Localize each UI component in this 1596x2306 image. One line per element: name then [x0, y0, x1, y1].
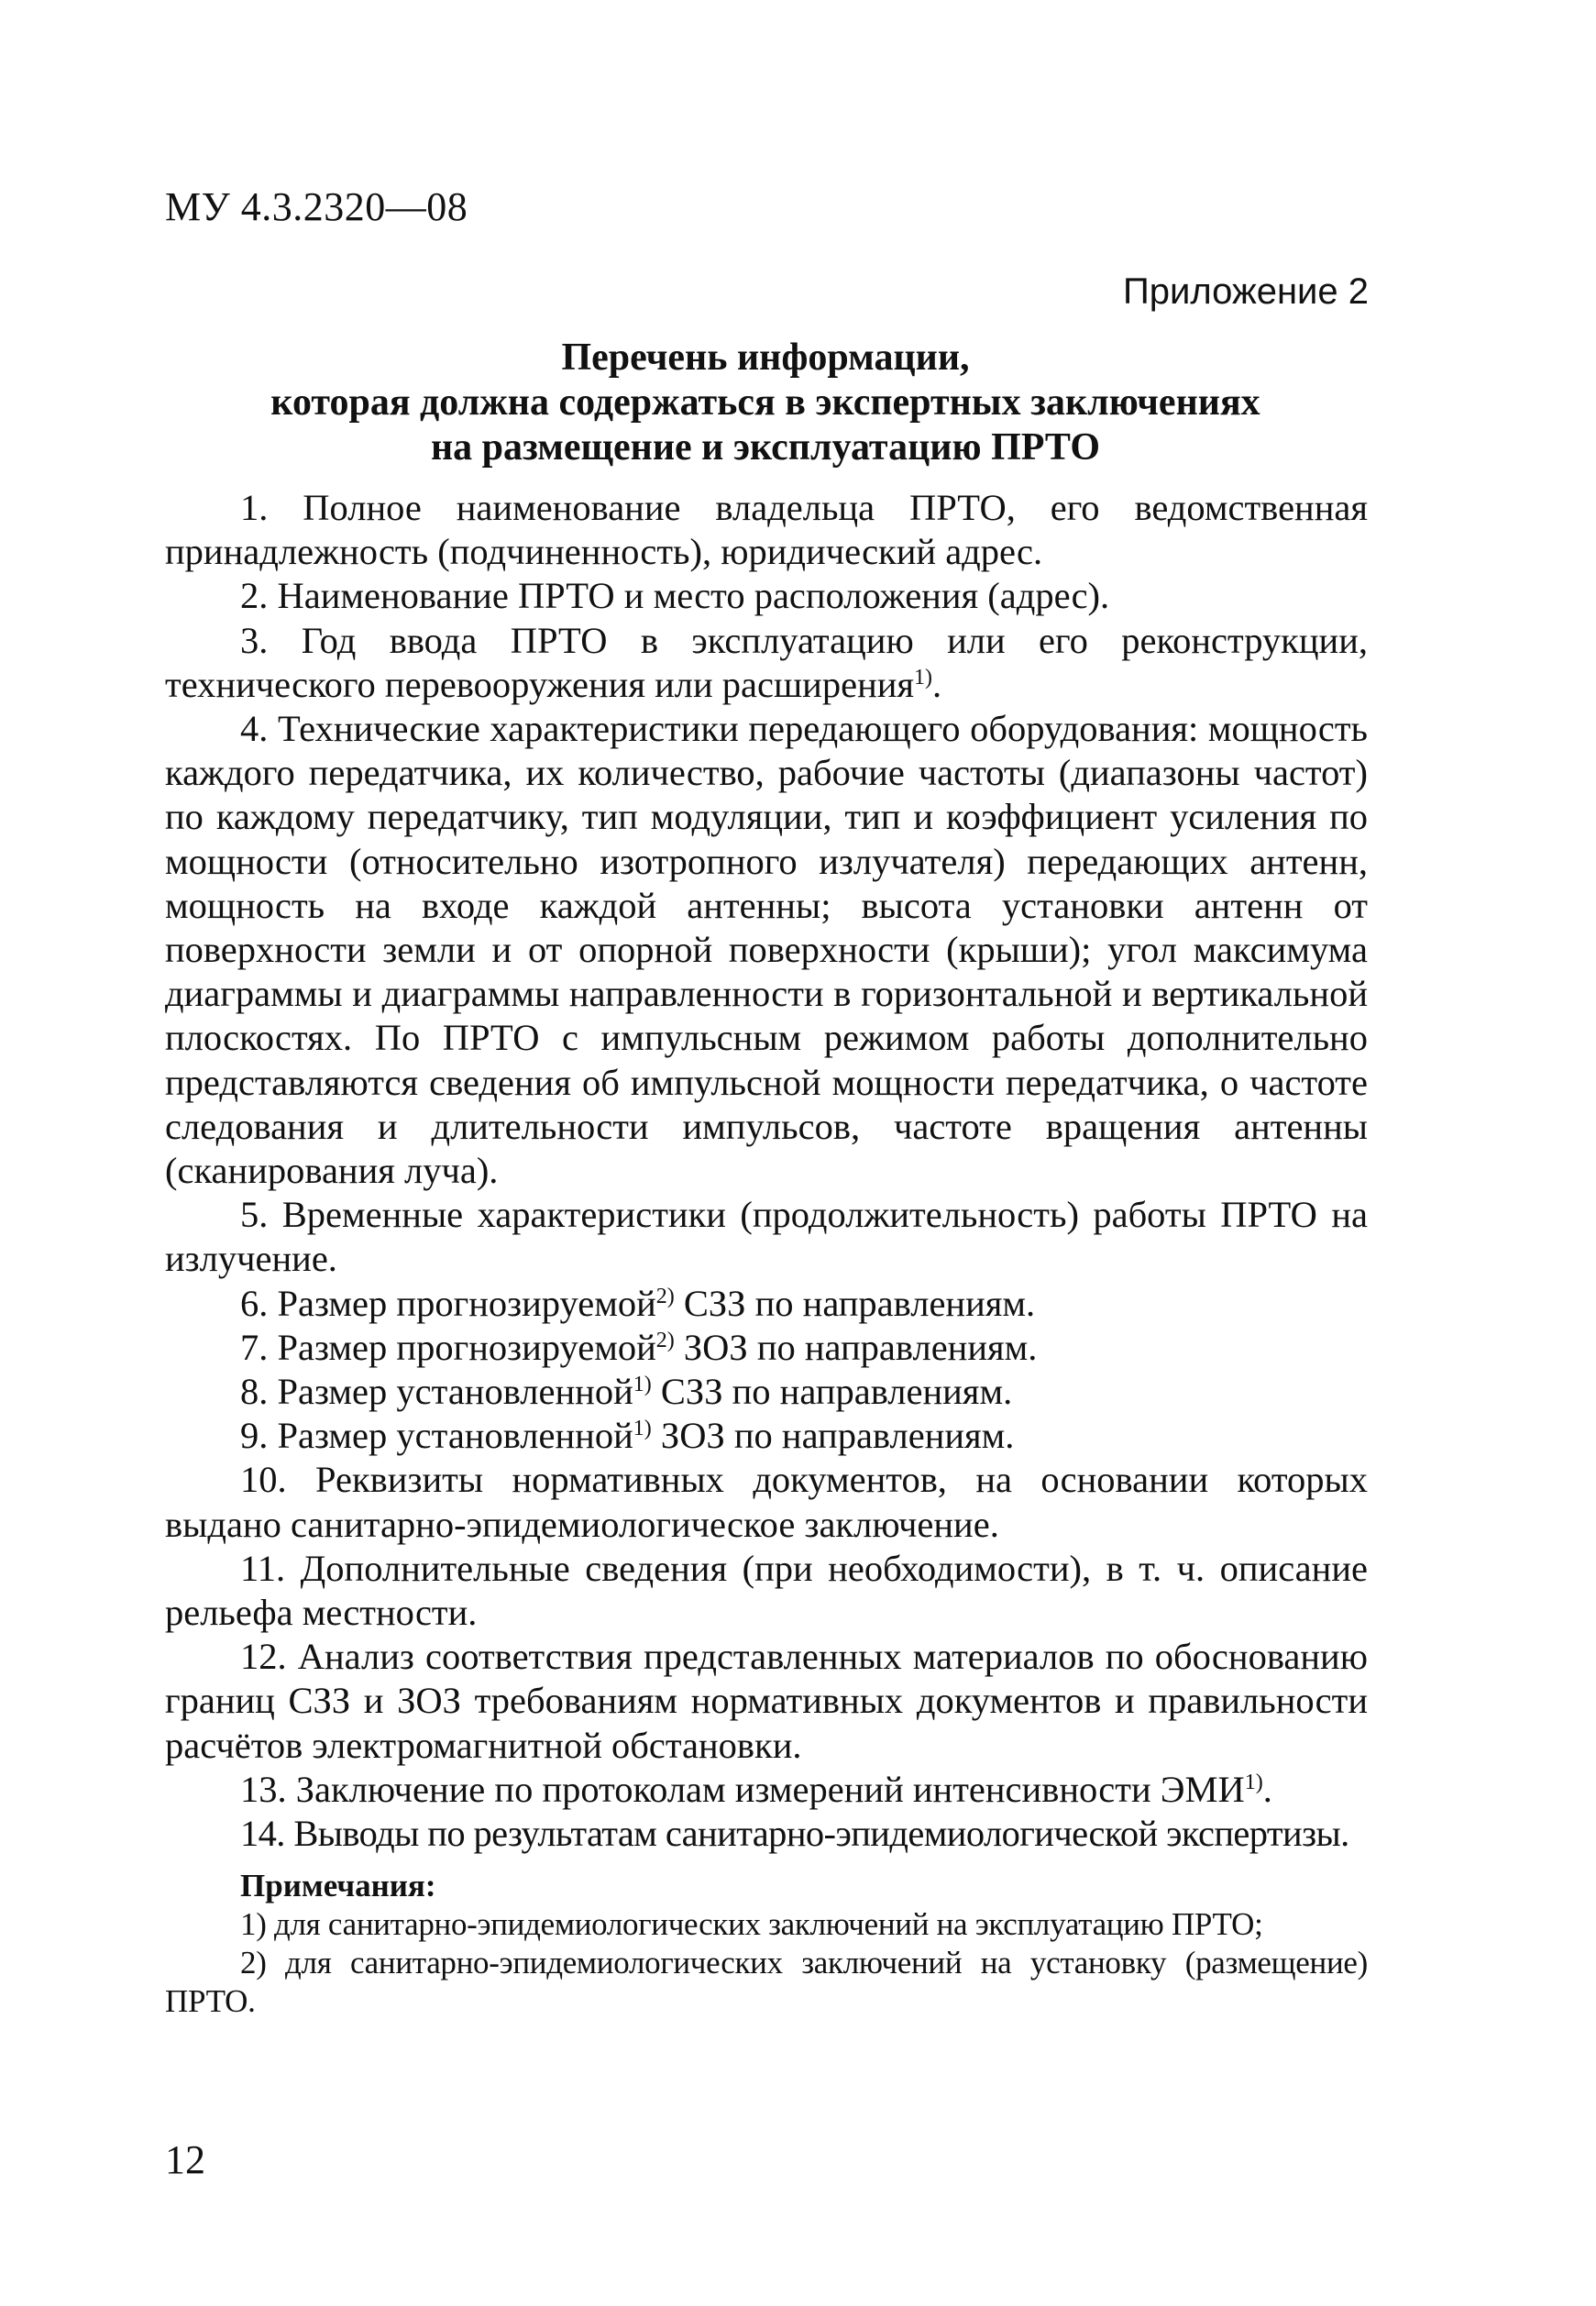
notes-title: Примечания: — [240, 1868, 436, 1904]
footnote-mark: 1) — [633, 1417, 652, 1441]
list-item: 6. Размер прогнозируемой$^{2)}$ СЗЗ по направлениям. — [240, 1282, 1036, 1324]
list-item: 13. Заключение по протоколам измерений интенсивности ЭМИ$^{1)}$. — [240, 1768, 1272, 1810]
footnote-mark: 1) — [1244, 1770, 1263, 1794]
footnote-mark: 2) — [655, 1284, 675, 1308]
list-item: 8. Размер установленной$^{1)}$ СЗЗ по направлениям. — [240, 1371, 1013, 1413]
list-item: 4. Технические характеристики передающего оборудования: мощность каждого передатчика, их количество, рабочие частоты (диапазоны частот) по каждому передатчику, тип модуляции, тип и коэффициент усиления по мощности (относительно изотропного излучателя) передающих антенн, мощность на входе каждой антенны; высота установки антенн от поверхности земли и от опорной поверхности (крыши); угол максимума диаграммы и диаграммы направленности в горизонтальной и вертикальной плоскостях. По ПРТО с импульсным режимом работы дополнительно представляются сведения об импульсной мощности передатчика, о частоте следования и длительности импульсов, частоте вращения антенны (сканирования луча). — [165, 708, 1368, 1192]
list-item: 5. Временные характеристики (продолжительность) работы ПРТО на излучение. — [165, 1194, 1368, 1280]
note-line: 1) для санитарно-эпидемиологических заключений на эксплуатацию ПРТО; — [240, 1906, 1263, 1943]
list-item: 10. Реквизиты нормативных документов, на основании которых выдано санитарно-эпидемиологическое заключение. — [165, 1459, 1368, 1545]
title-line: Перечень информации, — [561, 337, 970, 379]
page-title — [165, 336, 1366, 470]
list-item: 7. Размер прогнозируемой$^{2)}$ ЗОЗ по направлениям. — [240, 1326, 1038, 1368]
appendix-label: Приложение 2 — [1123, 271, 1369, 312]
title-line: которая должна содержаться в экспертных заключениях — [270, 381, 1260, 424]
list-item: 1. Полное наименование владельца ПРТО, его ведомственная принадлежность (подчиненность), юридический адрес. — [165, 487, 1368, 573]
page-number: 12 — [165, 2137, 205, 2182]
title-line: на размещение и эксплуатацию ПРТО — [430, 426, 1101, 469]
list-item: 9. Размер установленной$^{1)}$ ЗОЗ по направлениям. — [240, 1415, 1015, 1457]
footnote-mark: 1) — [914, 665, 933, 690]
document-body — [165, 486, 1368, 2021]
document-code: МУ 4.3.2320—08 — [165, 184, 468, 229]
footnote-mark: 2) — [655, 1328, 675, 1352]
list-item: 2. Наименование ПРТО и место расположения (адрес). — [240, 575, 1110, 617]
list-item: 11. Дополнительные сведения (при необходимости), в т. ч. описание рельефа местности. — [165, 1547, 1368, 1634]
list-item: 14. Выводы по результатам санитарно-эпидемиологической экспертизы. — [240, 1813, 1349, 1855]
notes-section — [165, 1867, 1368, 2021]
footnote-mark: 1) — [633, 1373, 652, 1397]
list-item: 3. Год ввода ПРТО в эксплуатацию или его реконструкции, технического перевооружения или расширения$^{1)}$. — [165, 619, 1368, 705]
list-item: 12. Анализ соответствия представленных материалов по обоснованию границ СЗЗ и ЗОЗ требованиям нормативных документов и правильности расчётов электромагнитной обстановки. — [165, 1636, 1368, 1766]
note-line: 2) для санитарно-эпидемиологических заключений на установку (размещение) ПРТО. — [165, 1945, 1368, 2020]
